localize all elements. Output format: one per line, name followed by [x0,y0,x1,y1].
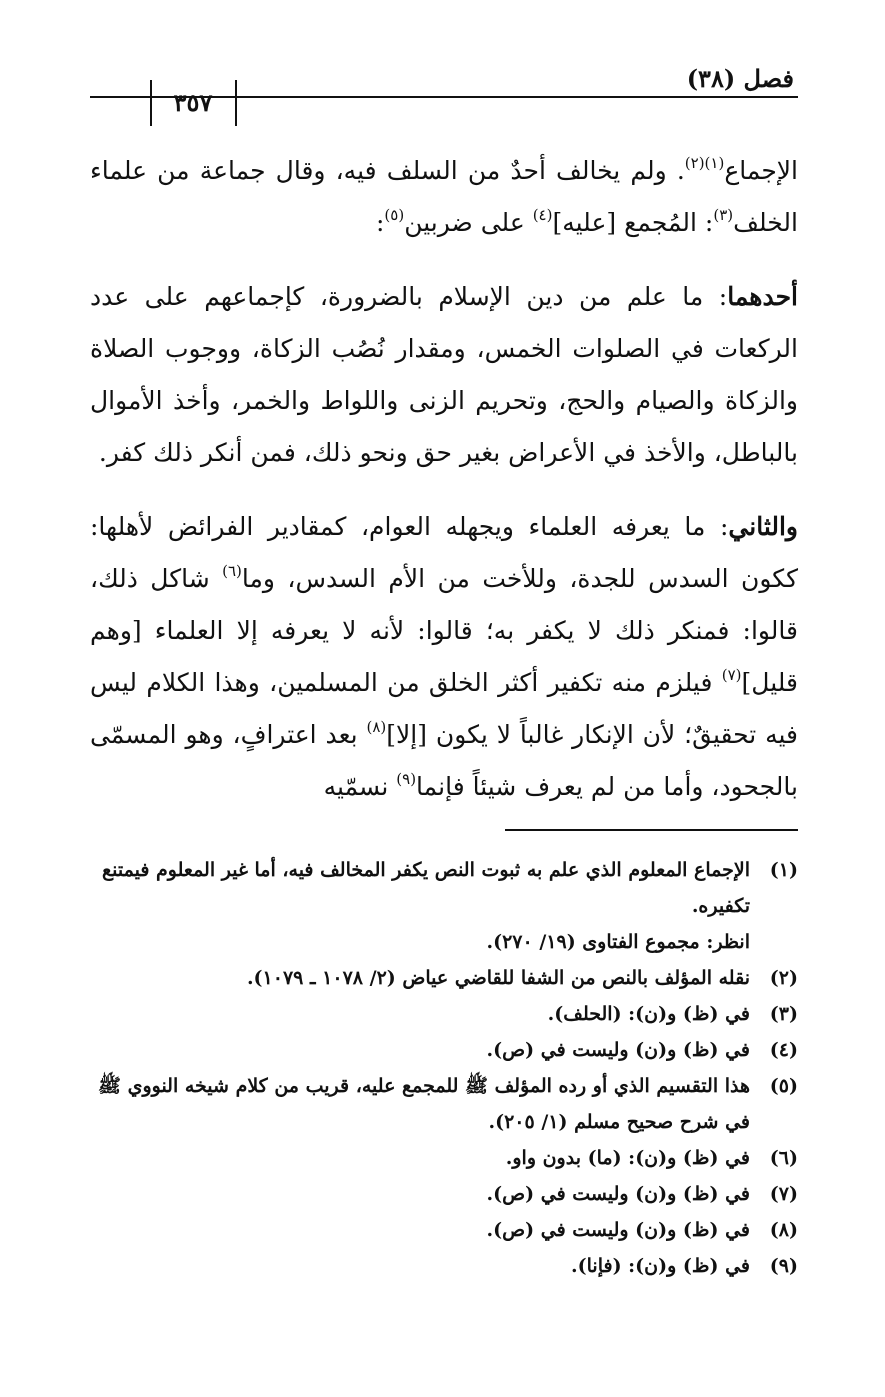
footnote-ref: (٦) [222,561,242,580]
footnote-number: (٩) [769,1255,798,1277]
footnote-text: في (ظ) و(ن): (ما) بدون واو. [505,1147,750,1169]
footnote-text: في (ظ) و(ن) وليست في (ص). [486,1039,750,1061]
paragraph-text: . ولم يخالف أحدٌ من السلف فيه، وقال جماعة من علماء الخلف [90,156,798,237]
footnote-ref: (٩) [396,769,417,788]
footnote-ref: (٣) [713,205,734,224]
main-text [90,145,798,813]
paragraph-text: فيلزم منه تكفير أكثر الخلق من المسلمين، وهذا الكلام ليس فيه تحقيقٌ؛ لأن الإنكار غالباً لا يكون [إلا] [90,668,798,749]
paragraph-text: الإجماع [724,156,798,185]
paragraph-text: شاكل ذلك، قالوا: فمنكر ذلك لا يكفر به؛ قالوا: لأنه لا يعرفه إلا العلماء [وهم قليل] [90,564,798,697]
footnote-number: (٦) [769,1147,798,1169]
footnote-number: (٣) [769,1003,798,1025]
paragraph-text: : [375,208,385,237]
page-number-bracket-right [235,80,237,126]
footnote-text: الإجماع المعلوم الذي علم به ثبوت النص يكفر المخالف فيه، أما غير المعلوم فيمتنع تكفيره. [102,859,750,917]
footnote [90,996,798,1032]
footnote-ref: (٤) [532,205,553,224]
paragraph-text: : ما علم من دين الإسلام بالضرورة، كإجماعهم على عدد الركعات في الصلوات الخمس، ومقدار نُصُب الزكاة، ووجوب الصلاة والزكاة والصيام والحج، وتحريم الزنى واللواط والخمر، وأخذ الأموال بالباطل، والأخذ في الأعراض بغير حق ونحو ذلك، فمن أنكر ذلك كفر. [90,282,798,467]
running-header [90,62,798,128]
footnote [90,960,798,996]
footnote-text: في (ظ) و(ن): (الحلف). [547,1003,750,1025]
paragraph-1 [90,145,798,249]
footnote-number: (٨) [769,1219,798,1241]
footnote-ref: (٥) [384,205,405,224]
header-rule-stub [90,96,150,98]
paragraph-text: على ضربين [404,208,533,237]
footnote-text: نقله المؤلف بالنص من الشفا للقاضي عياض (٢/ ١٠٧٨ ـ ١٠٧٩). [246,967,750,989]
chapter-title: فصل (٣٨) [686,64,794,93]
footnote-text: انظر: مجموع الفتاوى (١٩/ ٢٧٠). [486,931,750,953]
footnote-number: (٥) [769,1075,798,1097]
footnote-divider [505,829,798,831]
footnote-ref: (٨) [366,717,387,736]
footnote [90,1068,798,1140]
footnote-number: (٢) [769,967,798,989]
footnote-text: في (ظ) و(ن): (فإنا). [571,1255,750,1277]
paragraph-lead: والثاني [728,512,798,541]
paragraph-2 [90,271,798,479]
footnote [90,852,798,960]
footnotes [90,852,798,1284]
paragraph-3 [90,501,798,813]
paragraph-text: : ما يعرفه العلماء ويجهله العوام، كمقادير الفرائض لأهلها: ككون السدس للجدة، وللأخت من الأم السدس، وما [90,512,798,593]
footnote [90,1032,798,1068]
footnote [90,1212,798,1248]
footnote-ref: (١)(٢) [684,153,725,172]
footnote [90,1176,798,1212]
page-number-bracket-left [150,80,152,126]
footnote-text: هذا التقسيم الذي أو رده المؤلف ﷺ للمجمع عليه، قريب من كلام شيخه النووي ﷺ في شرح صحيح مسلم (١/ ٢٠٥). [98,1075,750,1133]
footnote [90,1140,798,1176]
footnote-ref: (٧) [721,665,742,684]
footnote [90,1248,798,1284]
paragraph-text: نسمّيه [323,772,397,801]
footnote-number: (٧) [769,1183,798,1205]
footnote-number: (٤) [769,1039,798,1061]
footnote-number: (١) [769,859,798,881]
page-number: ٣٥٧ [173,88,213,117]
paragraph-text: : المُجمع [عليه] [552,208,714,237]
paragraph-lead: أحدهما [727,282,798,311]
footnote-text: في (ظ) و(ن) وليست في (ص). [486,1219,750,1241]
paragraph-text: بعد اعترافٍ، وهو المسمّى بالجحود، وأما من لم يعرف شيئاً فإنما [90,720,798,801]
footnote-text: في (ظ) و(ن) وليست في (ص). [486,1183,750,1205]
